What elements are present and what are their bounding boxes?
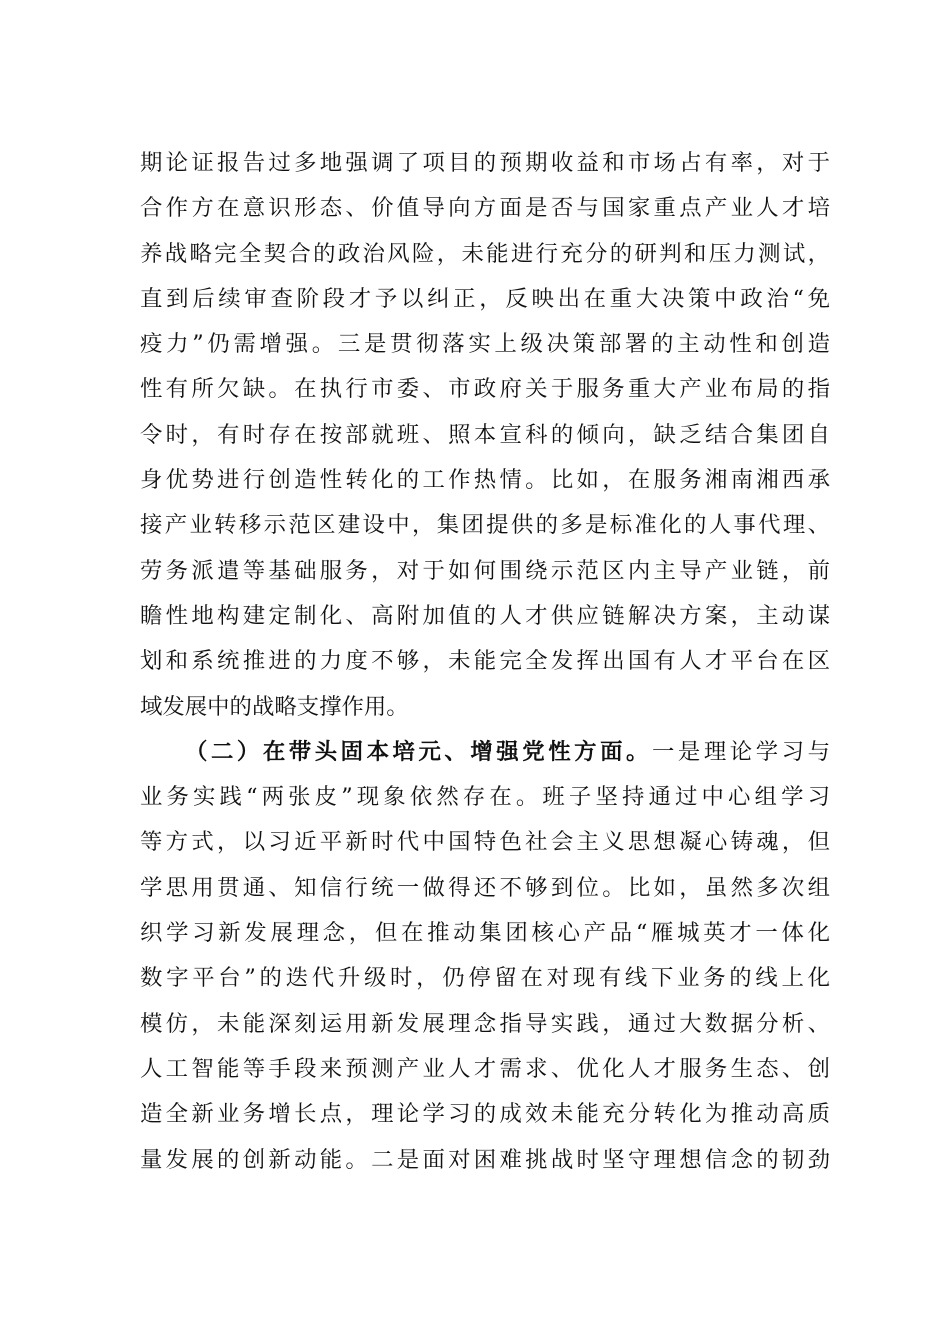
text-line: 接产业转移示范区建设中，集团提供的多是标准化的人事代理、: [140, 512, 830, 539]
body-text: [140, 141, 830, 1183]
text-line: 性有所欠缺。在执行市委、市政府关于服务重大产业布局的指: [140, 376, 830, 403]
text-line: 数字平台”的迭代升级时，仍停留在对现有线下业务的线上化: [140, 965, 830, 992]
text-line: 令时，有时存在按部就班、照本宣科的倾向，缺乏结合集团自: [140, 421, 830, 448]
text-line: 业务实践“两张皮”现象依然存在。班子坚持通过中心组学习: [140, 784, 830, 811]
text-line: 织学习新发展理念，但在推动集团核心产品“雁城英才一体化: [140, 920, 830, 947]
text-line: 等方式，以习近平新时代中国特色社会主义思想凝心铸魂，但: [140, 829, 830, 856]
section-heading-line: [140, 730, 830, 775]
text-line: 学思用贯通、知信行统一做得还不够到位。比如，虽然多次组: [140, 874, 830, 901]
text-line: 期论证报告过多地强调了项目的预期收益和市场占有率，对于: [140, 150, 830, 176]
text-line: 造全新业务增长点，理论学习的成效未能充分转化为推动高质: [140, 1101, 830, 1128]
text-line: 合作方在意识形态、价值导向方面是否与国家重点产业人才培: [140, 195, 830, 222]
text-line: 划和系统推进的力度不够，未能完全发挥出国有人才平台在区: [140, 648, 830, 675]
text-line: 养战略完全契合的政治风险，未能进行充分的研判和压力测试，: [140, 240, 830, 267]
text-line: 劳务派遣等基础服务，对于如何围绕示范区内主导产业链，前: [140, 557, 830, 584]
section-heading: （二）在带头固本培元、增强党性方面。: [185, 738, 652, 765]
text-line: 直到后续审查阶段才予以纠正，反映出在重大决策中政治“免: [140, 285, 830, 312]
text-line: 量发展的创新动能。二是面对困难挑战时坚守理想信念的韧劲: [140, 1146, 830, 1173]
text-line: 域发展中的战略支撑作用。: [140, 693, 409, 720]
text-line: 瞻性地构建定制化、高附加值的人才供应链解决方案，主动谋: [140, 602, 830, 629]
text-line: 疫力”仍需增强。三是贯彻落实上级决策部署的主动性和创造: [140, 331, 830, 358]
text-run: 一是理论学习与: [651, 738, 831, 765]
text-line: 身优势进行创造性转化的工作热情。比如，在服务湘南湘西承: [140, 467, 830, 494]
text-line: 模仿，未能深刻运用新发展理念指导实践，通过大数据分析、: [140, 1010, 830, 1037]
text-line: 人工智能等手段来预测产业人才需求、优化人才服务生态、创: [140, 1055, 830, 1082]
